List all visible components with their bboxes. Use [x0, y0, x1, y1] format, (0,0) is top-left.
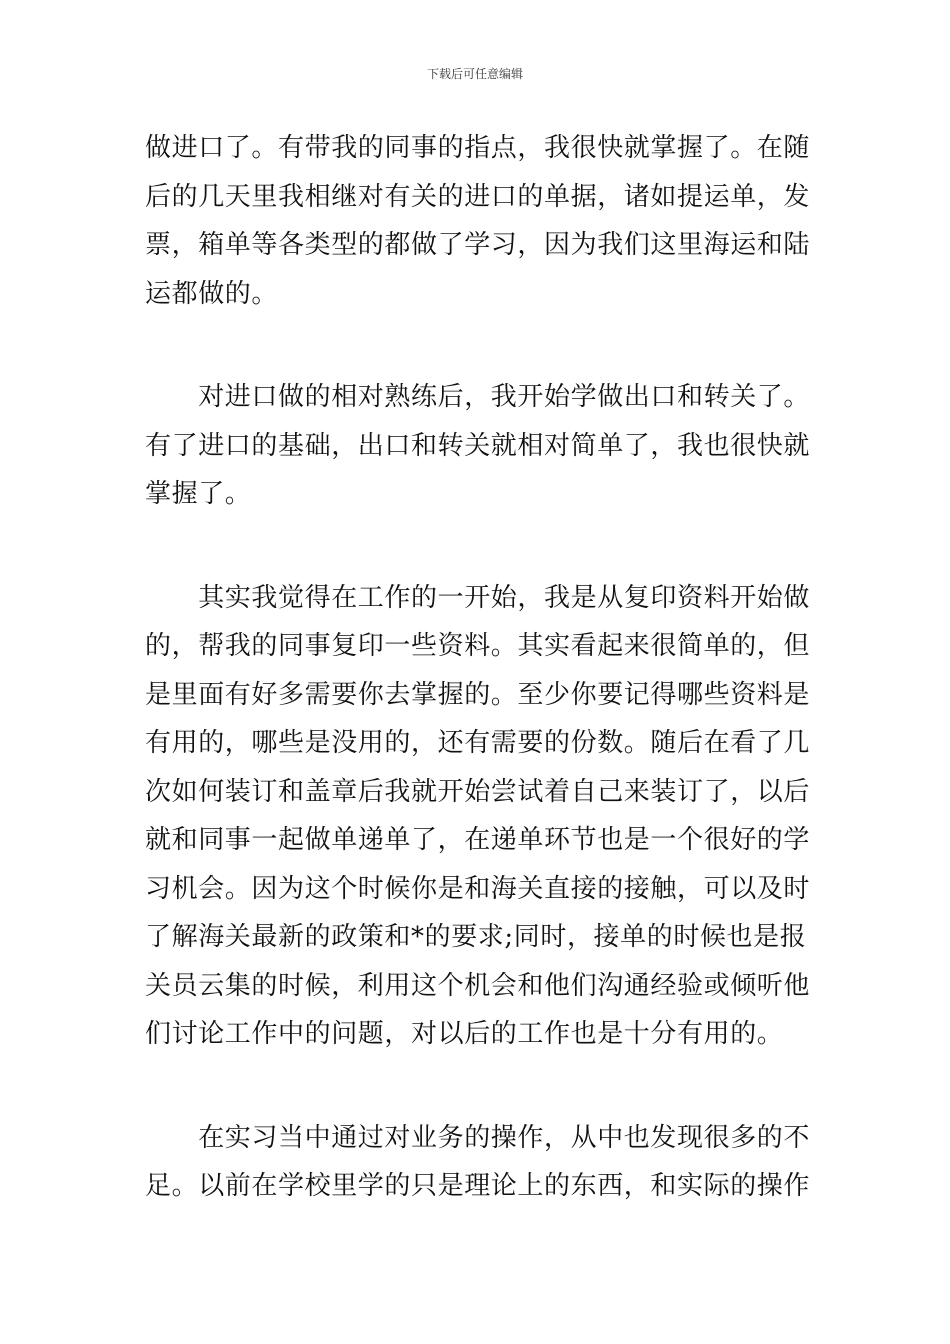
paragraph-3 — [145, 574, 811, 1059]
text-line: 其实我觉得在工作的一开始，我是从复印资料开始做 — [145, 582, 811, 613]
paragraph-4 — [145, 1114, 811, 1211]
text-line: 运都做的。 — [145, 278, 279, 309]
text-line: 的，帮我的同事复印一些资料。其实看起来很简单的，但 — [145, 631, 811, 661]
text-line: 了解海关最新的政策和*的要求;同时，接单的时候也是报 — [145, 922, 807, 952]
paragraph-gap — [145, 318, 807, 373]
text-line: 在实习当中通过对业务的操作，从中也发现很多的不 — [145, 1122, 811, 1153]
text-line: 次如何装订和盖章后我就开始尝试着自己来装订了，以后 — [145, 776, 811, 807]
paragraph-gap — [145, 519, 807, 574]
text-line: 习机会。因为这个时候你是和海关直接的接触，可以及时 — [145, 873, 811, 904]
text-line: 们讨论工作中的问题，对以后的工作也是十分有用的。 — [145, 1019, 784, 1049]
text-line: 掌握了。 — [145, 479, 252, 509]
text-line: 有用的，哪些是没用的，还有需要的份数。随后在看了几 — [145, 728, 811, 758]
text-line: 关员云集的时候，利用这个机会和他们沟通经验或倾听他 — [145, 970, 811, 1001]
paragraph-gap — [145, 1059, 807, 1114]
text-line: 就和同事一起做单递单了，在递单环节也是一个很好的学 — [145, 825, 811, 855]
text-line: 对进口做的相对熟练后，我开始学做出口和转关了。 — [145, 382, 811, 412]
text-line: 是里面有好多需要你去掌握的。至少你要记得哪些资料是 — [145, 679, 811, 710]
paragraph-1 — [145, 124, 811, 318]
text-line: 有了进口的基础，出口和转关就相对简单了，我也很快就 — [145, 430, 811, 461]
text-line: 票，箱单等各类型的都做了学习，因为我们这里海运和陆 — [145, 230, 811, 260]
text-line: 足。以前在学校里学的只是理论上的东西，和实际的操作 — [145, 1171, 811, 1201]
text-line: 后的几天里我相继对有关的进口的单据，诸如提运单，发 — [145, 181, 811, 212]
page-header: 下载后可任意编辑 — [426, 67, 523, 81]
text-line: 做进口了。有带我的同事的指点，我很快就掌握了。在随 — [145, 133, 811, 163]
document-body — [145, 124, 811, 1211]
paragraph-2 — [145, 373, 811, 519]
